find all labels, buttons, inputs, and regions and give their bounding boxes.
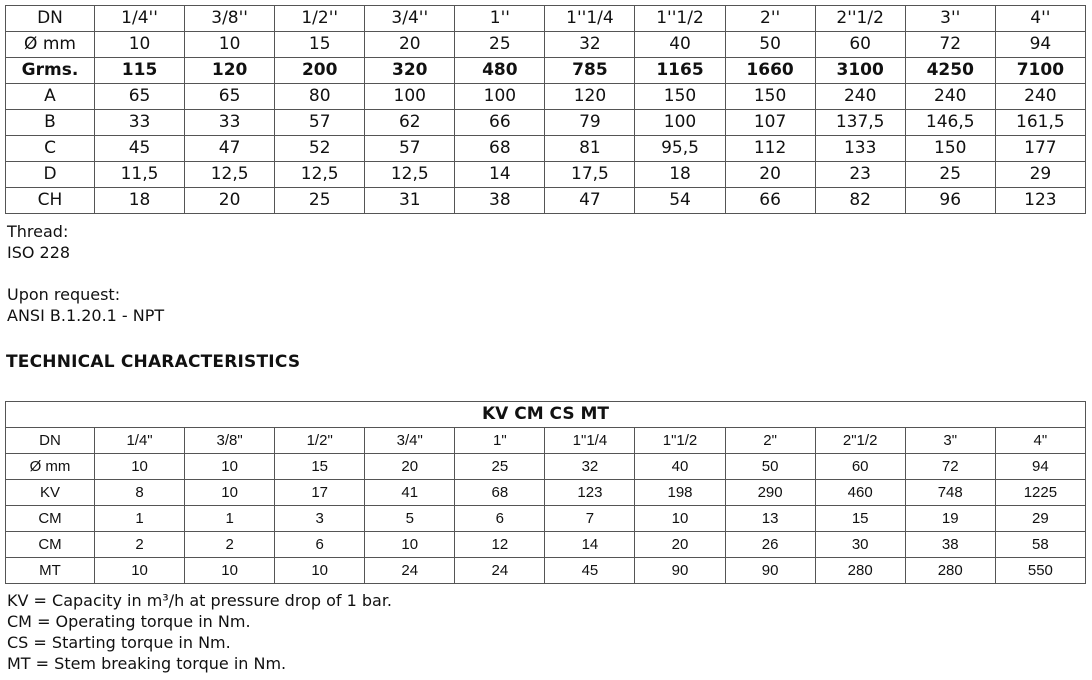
table-cell: 20 bbox=[635, 532, 725, 558]
table-cell: 3'' bbox=[905, 6, 995, 32]
table-cell: 15 bbox=[275, 454, 365, 480]
table-cell: 200 bbox=[275, 58, 365, 84]
table-cell: 18 bbox=[95, 188, 185, 214]
table-cell: 38 bbox=[905, 532, 995, 558]
table-cell: 23 bbox=[815, 162, 905, 188]
table-cell: 1 bbox=[95, 506, 185, 532]
table-cell: 45 bbox=[95, 136, 185, 162]
table-cell: 10 bbox=[185, 558, 275, 584]
table-cell: 66 bbox=[455, 110, 545, 136]
table-cell: 100 bbox=[365, 84, 455, 110]
table-cell: 72 bbox=[905, 454, 995, 480]
table-cell: 25 bbox=[905, 162, 995, 188]
table-cell: 1/2" bbox=[275, 428, 365, 454]
table-cell: 11,5 bbox=[95, 162, 185, 188]
table-cell: 29 bbox=[995, 162, 1085, 188]
table-cell: 133 bbox=[815, 136, 905, 162]
table-cell: 3100 bbox=[815, 58, 905, 84]
table-cell: 1''1/2 bbox=[635, 6, 725, 32]
table-cell: 550 bbox=[995, 558, 1085, 584]
dimensions-row-a bbox=[6, 84, 1086, 110]
dimensions-row-dn bbox=[6, 6, 1086, 32]
table-cell: 120 bbox=[185, 58, 275, 84]
table-cell: 20 bbox=[185, 188, 275, 214]
table-cell: 57 bbox=[365, 136, 455, 162]
table-cell: 6 bbox=[275, 532, 365, 558]
table-cell: 24 bbox=[455, 558, 545, 584]
table-cell: 4250 bbox=[905, 58, 995, 84]
table-cell: 3/8" bbox=[185, 428, 275, 454]
table-cell: 94 bbox=[995, 454, 1085, 480]
table-cell: 198 bbox=[635, 480, 725, 506]
table-cell: 20 bbox=[365, 32, 455, 58]
table-cell: 2"1/2 bbox=[815, 428, 905, 454]
section-heading: TECHNICAL CHARACTERISTICS bbox=[6, 352, 301, 372]
technical-table bbox=[5, 401, 1086, 584]
table-cell: 10 bbox=[95, 32, 185, 58]
table-cell: 20 bbox=[365, 454, 455, 480]
dimensions-row-b bbox=[6, 110, 1086, 136]
table-cell: 25 bbox=[455, 454, 545, 480]
table-cell: 177 bbox=[995, 136, 1085, 162]
table-cell: 100 bbox=[635, 110, 725, 136]
legend-line: CS = Starting torque in Nm. bbox=[7, 633, 231, 652]
dimensions-row-c bbox=[6, 136, 1086, 162]
table-cell: 320 bbox=[365, 58, 455, 84]
table-cell: 5 bbox=[365, 506, 455, 532]
request-value: ANSI B.1.20.1 - NPT bbox=[7, 306, 165, 325]
table-cell: 32 bbox=[545, 32, 635, 58]
row-label: CH bbox=[6, 188, 95, 214]
table-cell: 30 bbox=[815, 532, 905, 558]
table-cell: 10 bbox=[185, 32, 275, 58]
table-cell: 100 bbox=[455, 84, 545, 110]
table-cell: 3/8'' bbox=[185, 6, 275, 32]
table-cell: 50 bbox=[725, 454, 815, 480]
table-cell: 1'' bbox=[455, 6, 545, 32]
table-cell: 41 bbox=[365, 480, 455, 506]
table-cell: 120 bbox=[545, 84, 635, 110]
table-cell: 65 bbox=[95, 84, 185, 110]
table-cell: 47 bbox=[545, 188, 635, 214]
table-cell: 4'' bbox=[995, 6, 1085, 32]
dimensions-row-grms bbox=[6, 58, 1086, 84]
table-cell: 90 bbox=[725, 558, 815, 584]
table-cell: 25 bbox=[275, 188, 365, 214]
row-label: DN bbox=[6, 6, 95, 32]
row-label: CM bbox=[6, 506, 95, 532]
table-cell: 95,5 bbox=[635, 136, 725, 162]
dimensions-table bbox=[5, 5, 1086, 214]
table-cell: 20 bbox=[725, 162, 815, 188]
table-cell: 60 bbox=[815, 32, 905, 58]
table-cell: 54 bbox=[635, 188, 725, 214]
table-cell: 60 bbox=[815, 454, 905, 480]
dimensions-row-ch bbox=[6, 188, 1086, 214]
technical-row-cm bbox=[6, 506, 1086, 532]
table-cell: 33 bbox=[185, 110, 275, 136]
table-cell: 1"1/4 bbox=[545, 428, 635, 454]
table-cell: 1165 bbox=[635, 58, 725, 84]
table-cell: 785 bbox=[545, 58, 635, 84]
table-cell: 4" bbox=[995, 428, 1085, 454]
table-cell: 94 bbox=[995, 32, 1085, 58]
table-cell: 32 bbox=[545, 454, 635, 480]
legend-line: KV = Capacity in m³/h at pressure drop of 1 bar. bbox=[7, 591, 393, 610]
table-cell: 19 bbox=[905, 506, 995, 532]
request-notes bbox=[7, 284, 164, 326]
table-cell: 79 bbox=[545, 110, 635, 136]
technical-table-caption-row bbox=[6, 402, 1086, 428]
table-cell: 150 bbox=[635, 84, 725, 110]
table-cell: 47 bbox=[185, 136, 275, 162]
table-cell: 72 bbox=[905, 32, 995, 58]
table-cell: 115 bbox=[95, 58, 185, 84]
table-cell: 7100 bbox=[995, 58, 1085, 84]
table-cell: 240 bbox=[905, 84, 995, 110]
table-cell: 82 bbox=[815, 188, 905, 214]
thread-value: ISO 228 bbox=[7, 243, 71, 262]
legend-line: MT = Stem breaking torque in Nm. bbox=[7, 654, 287, 673]
table-cell: 2'' bbox=[725, 6, 815, 32]
row-label: MT bbox=[6, 558, 95, 584]
table-cell: 65 bbox=[185, 84, 275, 110]
table-cell: 1''1/4 bbox=[545, 6, 635, 32]
request-label: Upon request: bbox=[7, 285, 121, 304]
table-cell: 50 bbox=[725, 32, 815, 58]
technical-table-caption: KV CM CS MT bbox=[6, 402, 1086, 428]
table-cell: 150 bbox=[725, 84, 815, 110]
row-label: Ø mm bbox=[6, 454, 95, 480]
legend-line: CM = Operating torque in Nm. bbox=[7, 612, 251, 631]
table-cell: 123 bbox=[545, 480, 635, 506]
table-cell: 10 bbox=[95, 454, 185, 480]
table-cell: 240 bbox=[815, 84, 905, 110]
row-label: KV bbox=[6, 480, 95, 506]
table-cell: 29 bbox=[995, 506, 1085, 532]
table-cell: 14 bbox=[455, 162, 545, 188]
table-cell: 17,5 bbox=[545, 162, 635, 188]
technical-row-kv bbox=[6, 480, 1086, 506]
table-cell: 66 bbox=[725, 188, 815, 214]
table-cell: 1" bbox=[455, 428, 545, 454]
table-cell: 1 bbox=[185, 506, 275, 532]
table-cell: 38 bbox=[455, 188, 545, 214]
technical-table-body bbox=[6, 402, 1086, 584]
table-cell: 1/2'' bbox=[275, 6, 365, 32]
dimensions-table-body bbox=[6, 6, 1086, 214]
technical-row-mt bbox=[6, 558, 1086, 584]
table-cell: 96 bbox=[905, 188, 995, 214]
table-cell: 240 bbox=[995, 84, 1085, 110]
thread-label: Thread: bbox=[7, 222, 69, 241]
dimensions-row-mm bbox=[6, 32, 1086, 58]
table-cell: 1/4'' bbox=[95, 6, 185, 32]
table-cell: 81 bbox=[545, 136, 635, 162]
table-cell: 2 bbox=[95, 532, 185, 558]
row-label: C bbox=[6, 136, 95, 162]
table-cell: 1660 bbox=[725, 58, 815, 84]
table-cell: 68 bbox=[455, 480, 545, 506]
table-cell: 290 bbox=[725, 480, 815, 506]
table-cell: 12,5 bbox=[365, 162, 455, 188]
table-cell: 3" bbox=[905, 428, 995, 454]
table-cell: 112 bbox=[725, 136, 815, 162]
table-cell: 460 bbox=[815, 480, 905, 506]
dimensions-row-d bbox=[6, 162, 1086, 188]
table-cell: 52 bbox=[275, 136, 365, 162]
table-cell: 68 bbox=[455, 136, 545, 162]
row-label: Ø mm bbox=[6, 32, 95, 58]
table-cell: 480 bbox=[455, 58, 545, 84]
row-label: Grms. bbox=[6, 58, 95, 84]
table-cell: 3/4" bbox=[365, 428, 455, 454]
table-cell: 123 bbox=[995, 188, 1085, 214]
table-cell: 3/4'' bbox=[365, 6, 455, 32]
table-cell: 31 bbox=[365, 188, 455, 214]
table-cell: 146,5 bbox=[905, 110, 995, 136]
row-label: CM bbox=[6, 532, 95, 558]
table-cell: 137,5 bbox=[815, 110, 905, 136]
table-cell: 40 bbox=[635, 32, 725, 58]
table-cell: 25 bbox=[455, 32, 545, 58]
table-cell: 7 bbox=[545, 506, 635, 532]
table-cell: 748 bbox=[905, 480, 995, 506]
table-cell: 10 bbox=[95, 558, 185, 584]
row-label: A bbox=[6, 84, 95, 110]
thread-notes bbox=[7, 221, 70, 263]
table-cell: 45 bbox=[545, 558, 635, 584]
legend bbox=[7, 590, 392, 674]
table-cell: 2''1/2 bbox=[815, 6, 905, 32]
table-cell: 13 bbox=[725, 506, 815, 532]
table-cell: 26 bbox=[725, 532, 815, 558]
table-cell: 280 bbox=[905, 558, 995, 584]
table-cell: 58 bbox=[995, 532, 1085, 558]
table-cell: 10 bbox=[635, 506, 725, 532]
table-cell: 18 bbox=[635, 162, 725, 188]
row-label: D bbox=[6, 162, 95, 188]
technical-row-mm bbox=[6, 454, 1086, 480]
table-cell: 1225 bbox=[995, 480, 1085, 506]
table-cell: 161,5 bbox=[995, 110, 1085, 136]
table-cell: 2" bbox=[725, 428, 815, 454]
table-cell: 90 bbox=[635, 558, 725, 584]
table-cell: 17 bbox=[275, 480, 365, 506]
table-cell: 12,5 bbox=[185, 162, 275, 188]
table-cell: 57 bbox=[275, 110, 365, 136]
row-label: B bbox=[6, 110, 95, 136]
table-cell: 62 bbox=[365, 110, 455, 136]
table-cell: 10 bbox=[185, 454, 275, 480]
table-cell: 1/4" bbox=[95, 428, 185, 454]
table-cell: 107 bbox=[725, 110, 815, 136]
table-cell: 150 bbox=[905, 136, 995, 162]
table-cell: 3 bbox=[275, 506, 365, 532]
table-cell: 2 bbox=[185, 532, 275, 558]
table-cell: 15 bbox=[275, 32, 365, 58]
table-cell: 15 bbox=[815, 506, 905, 532]
table-cell: 40 bbox=[635, 454, 725, 480]
table-cell: 14 bbox=[545, 532, 635, 558]
table-cell: 80 bbox=[275, 84, 365, 110]
table-cell: 10 bbox=[365, 532, 455, 558]
table-cell: 33 bbox=[95, 110, 185, 136]
table-cell: 10 bbox=[275, 558, 365, 584]
row-label: DN bbox=[6, 428, 95, 454]
table-cell: 6 bbox=[455, 506, 545, 532]
table-cell: 8 bbox=[95, 480, 185, 506]
technical-row-dn bbox=[6, 428, 1086, 454]
table-cell: 12,5 bbox=[275, 162, 365, 188]
table-cell: 10 bbox=[185, 480, 275, 506]
table-cell: 24 bbox=[365, 558, 455, 584]
table-cell: 280 bbox=[815, 558, 905, 584]
table-cell: 12 bbox=[455, 532, 545, 558]
table-cell: 1"1/2 bbox=[635, 428, 725, 454]
technical-row-cm bbox=[6, 532, 1086, 558]
